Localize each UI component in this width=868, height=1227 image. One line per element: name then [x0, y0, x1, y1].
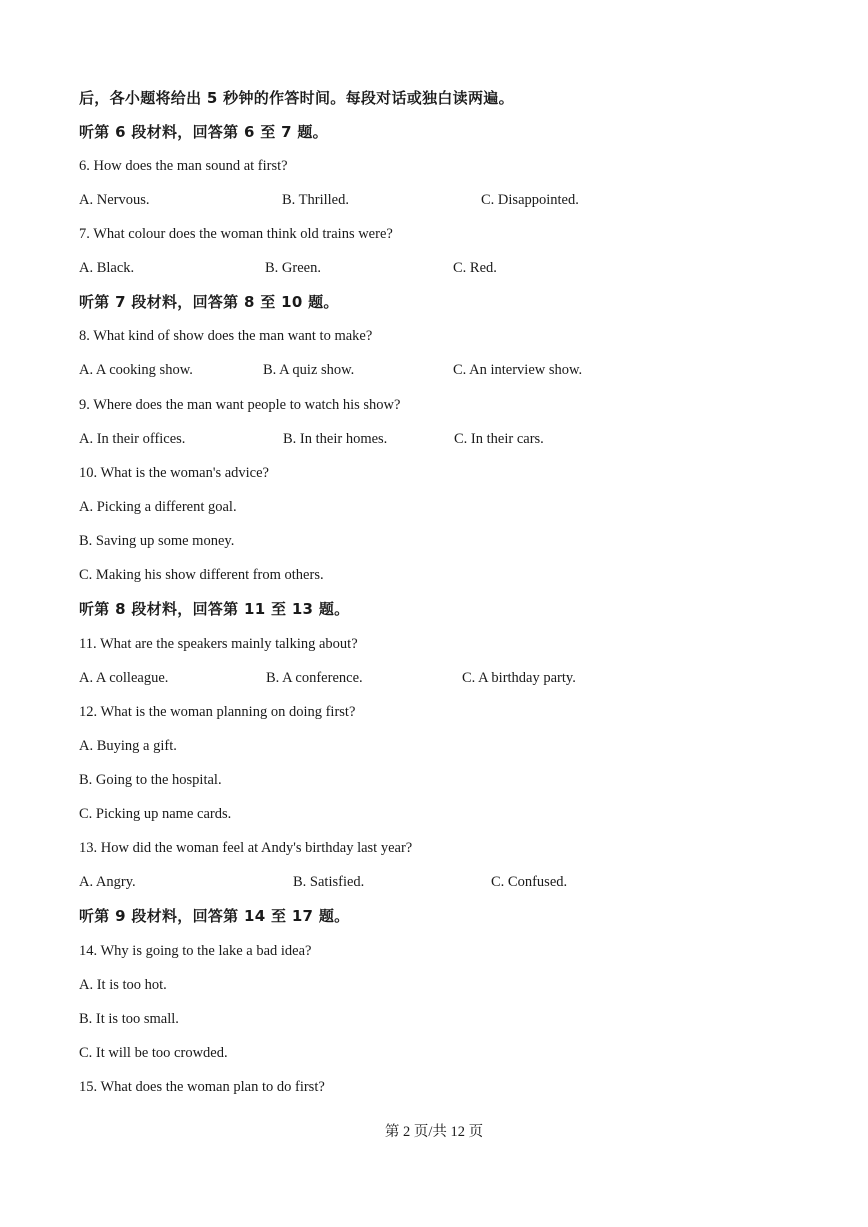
question-14: 14. Why is going to the lake a bad idea? — [79, 943, 312, 959]
page-footer: 第 2 页/共 12 页 — [384, 1124, 484, 1140]
section-heading-9: 听第 9 段材料，回答第 14 至 17 题。 — [79, 907, 350, 925]
option-7b: B. Green. — [265, 260, 321, 276]
option-14b: B. It is too small. — [79, 1011, 179, 1027]
option-8b: B. A quiz show. — [263, 362, 355, 378]
option-10a: A. Picking a different goal. — [79, 499, 237, 515]
question-7: 7. What colour does the woman think old trains were? — [79, 226, 393, 242]
option-11a: A. A colleague. — [79, 670, 169, 686]
option-9c: C. In their cars. — [454, 431, 544, 447]
option-13a: A. Angry. — [79, 874, 136, 890]
section-heading-7: 听第 7 段材料，回答第 8 至 10 题。 — [79, 293, 339, 311]
option-9a: A. In their offices. — [79, 431, 186, 447]
option-13c: C. Confused. — [491, 874, 568, 890]
option-9b: B. In their homes. — [283, 431, 388, 447]
option-7c: C. Red. — [453, 260, 497, 276]
option-6b: B. Thrilled. — [282, 192, 349, 208]
option-8a: A. A cooking show. — [79, 362, 193, 378]
section-heading-6: 听第 6 段材料，回答第 6 至 7 题。 — [79, 123, 328, 141]
question-8: 8. What kind of show does the man want to make? — [79, 328, 373, 344]
question-10: 10. What is the woman's advice? — [79, 465, 269, 481]
question-13: 13. How did the woman feel at Andy's birthday last year? — [79, 840, 413, 856]
option-13b: B. Satisfied. — [293, 874, 365, 890]
question-11: 11. What are the speakers mainly talking about? — [79, 636, 358, 652]
option-10c: C. Making his show different from others. — [79, 567, 324, 583]
option-8c: C. An interview show. — [453, 362, 583, 378]
option-12b: B. Going to the hospital. — [79, 772, 222, 788]
option-12c: C. Picking up name cards. — [79, 806, 232, 822]
option-6a: A. Nervous. — [79, 192, 150, 208]
option-10b: B. Saving up some money. — [79, 533, 235, 549]
question-6: 6. How does the man sound at first? — [79, 158, 288, 174]
intro-line: 后，各小题将给出 5 秒钟的作答时间。每段对话或独白读两遍。 — [79, 89, 514, 107]
section-heading-8: 听第 8 段材料，回答第 11 至 13 题。 — [79, 600, 350, 618]
option-11b: B. A conference. — [266, 670, 363, 686]
option-6c: C. Disappointed. — [481, 192, 579, 208]
option-12a: A. Buying a gift. — [79, 738, 177, 754]
question-15: 15. What does the woman plan to do first? — [79, 1079, 325, 1095]
option-7a: A. Black. — [79, 260, 135, 276]
question-12: 12. What is the woman planning on doing first? — [79, 704, 356, 720]
option-11c: C. A birthday party. — [462, 670, 576, 686]
option-14c: C. It will be too crowded. — [79, 1045, 228, 1061]
option-14a: A. It is too hot. — [79, 977, 167, 993]
question-9: 9. Where does the man want people to watch his show? — [79, 397, 401, 413]
